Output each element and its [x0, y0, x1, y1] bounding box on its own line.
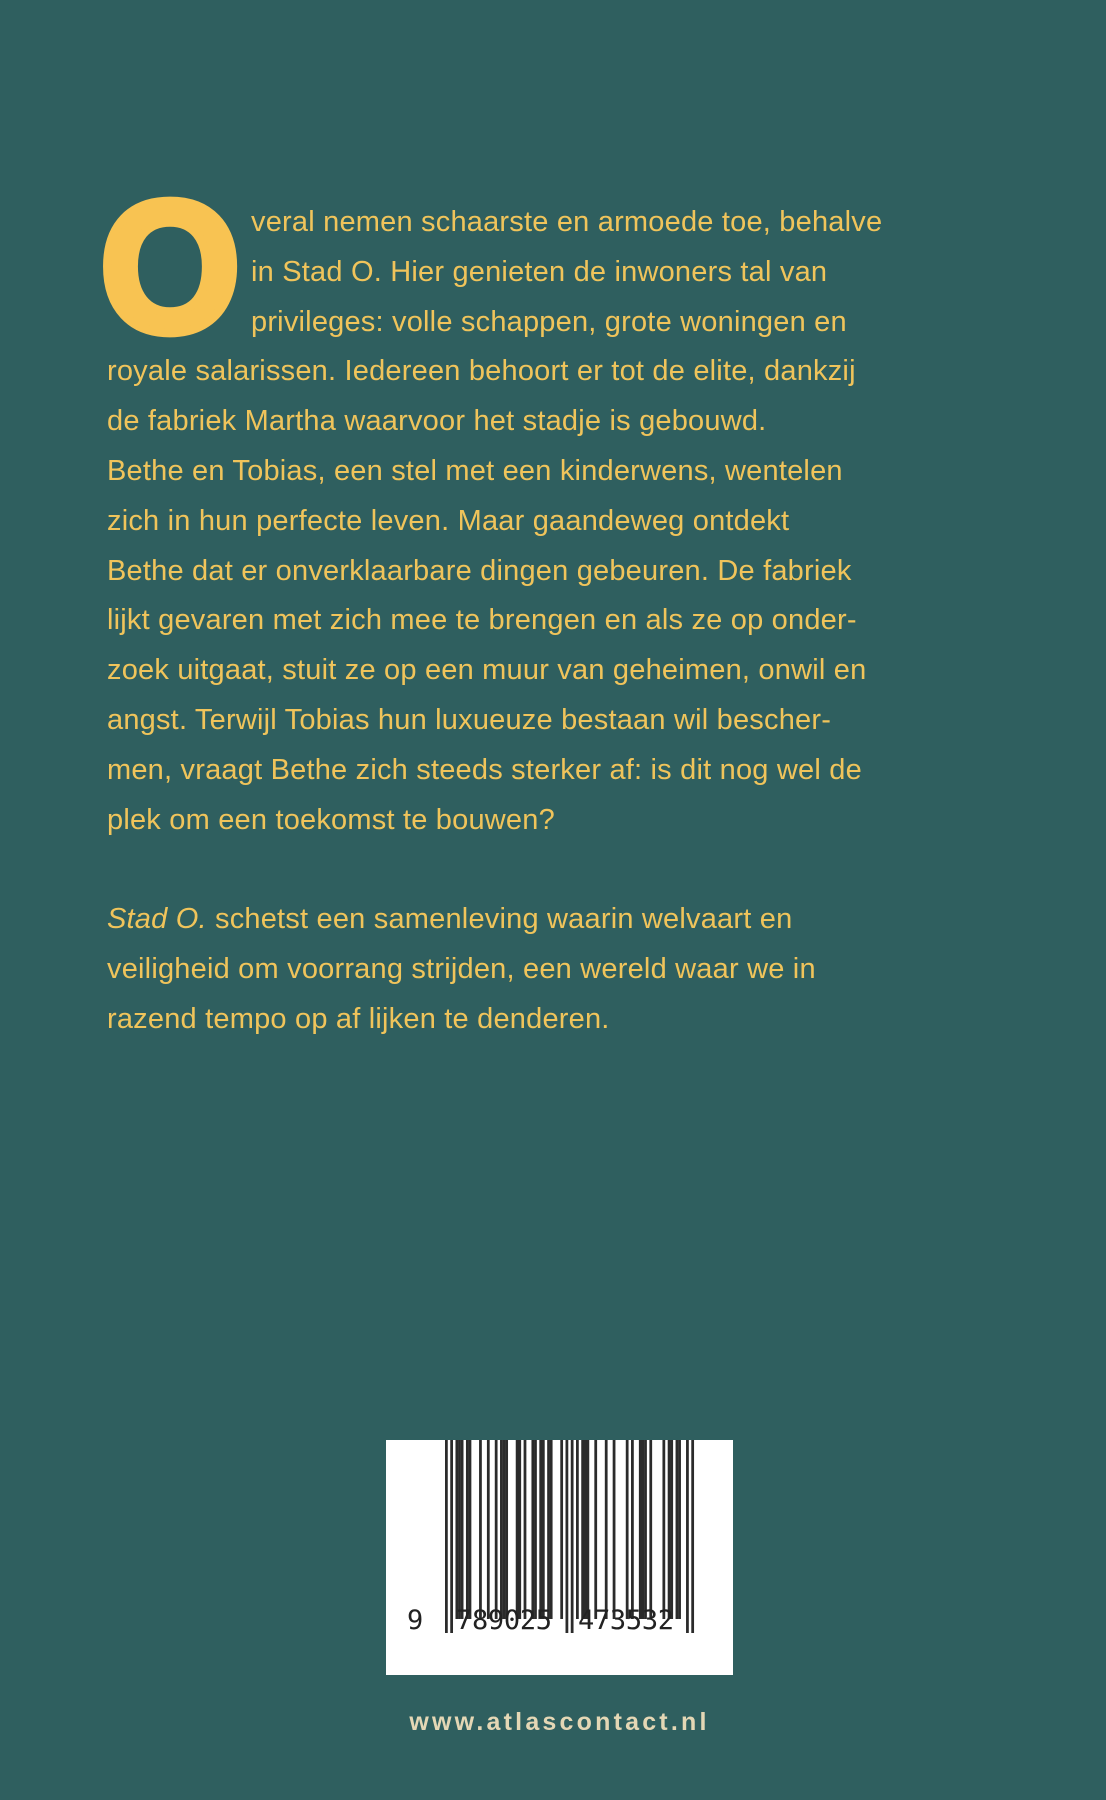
publisher-website-link[interactable]: www.atlascontact.nl [409, 1708, 710, 1736]
barcode-bar [455, 1440, 458, 1619]
barcode-bar [534, 1440, 537, 1619]
barcode-bar [461, 1440, 464, 1619]
blurb-line: lijkt gevaren met zich mee te brengen en als ze op onder- [107, 604, 857, 637]
barcode-bar [495, 1440, 498, 1619]
barcode-bars [386, 1440, 733, 1675]
blurb-line [107, 901, 792, 937]
barcode-bar [691, 1440, 694, 1633]
blurb-line: men, vraagt Bethe zich steeds sterker af: is dit nog wel de [107, 753, 862, 786]
barcode-bar [487, 1440, 490, 1619]
barcode-bar [531, 1440, 534, 1619]
isbn-first-digit: 9 [407, 1605, 424, 1636]
blurb-line: privileges: volle schappen, grote woningen en [251, 305, 847, 338]
barcode-bar [518, 1440, 521, 1619]
barcode-bar [686, 1440, 689, 1633]
barcode-bar [576, 1440, 579, 1619]
barcode-bar [505, 1440, 508, 1619]
barcode-bar [550, 1440, 553, 1619]
barcode-bar [649, 1440, 652, 1619]
blurb-line: Bethe dat er onverklaarbare dingen gebeuren. De fabriek [107, 554, 852, 587]
barcode-bar [631, 1440, 634, 1619]
barcode-bar [547, 1440, 550, 1619]
blurb-line: veral nemen schaarste en armoede toe, behalve [251, 206, 883, 238]
blurb-line: veiligheid om voorrang strijden, een wereld waar we in [107, 952, 816, 985]
barcode-bar [639, 1440, 642, 1619]
barcode-bar [469, 1440, 472, 1619]
isbn-right-group: 473532 [578, 1605, 674, 1636]
barcode-bar [584, 1440, 587, 1619]
blurb-line: zich in hun perfecte leven. Maar gaandeweg ontdekt [107, 504, 790, 537]
barcode-bar [668, 1440, 671, 1619]
barcode-bar [539, 1440, 542, 1619]
barcode-bar [605, 1440, 608, 1619]
barcode-bar [516, 1440, 519, 1619]
blurb-line: Bethe en Tobias, een stel met een kinderwens, wentelen [107, 455, 843, 487]
barcode-bar [594, 1440, 597, 1619]
barcode-bar [644, 1440, 647, 1619]
barcode-bar [466, 1440, 469, 1619]
barcode-bar [670, 1440, 673, 1619]
blurb-line: royale salarissen. Iedereen behoort er tot de elite, dankzij [107, 355, 856, 388]
barcode-bar [581, 1440, 584, 1619]
barcode-bar [479, 1440, 482, 1619]
barcode-bar [458, 1440, 461, 1619]
barcode [386, 1440, 733, 1675]
barcode-bar [626, 1440, 629, 1619]
barcode-bar [586, 1440, 589, 1619]
barcode-bar [613, 1440, 616, 1619]
blurb-line: de fabriek Martha waarvoor het stadje is gebouwd. [107, 405, 767, 438]
blurb-line: in Stad O. Hier genieten de inwoners tal van [251, 255, 828, 288]
book-title-italic: Stad O. [107, 903, 207, 935]
barcode-bar [500, 1440, 503, 1619]
barcode-bar [560, 1440, 563, 1619]
blurb-line: angst. Terwijl Tobias hun luxueuze bestaan wil bescher- [107, 704, 832, 736]
barcode-bar [676, 1440, 679, 1619]
barcode-bar [566, 1440, 569, 1633]
blurb-line: plek om een toekomst te bouwen? [107, 803, 555, 836]
blurb-line: zoek uitgaat, stuit ze op een muur van geheimen, onwil en [107, 654, 867, 687]
barcode-bar [450, 1440, 453, 1633]
barcode-bar [445, 1440, 448, 1633]
barcode-bar [662, 1440, 665, 1619]
barcode-bar [678, 1440, 681, 1619]
blurb-line-text: schetst een samenleving waarin welvaart en [206, 903, 793, 935]
barcode-bar [571, 1440, 574, 1633]
barcode-bar [503, 1440, 506, 1619]
barcode-bar [542, 1440, 545, 1619]
isbn-left-group: 789025 [456, 1605, 552, 1636]
barcode-bar [642, 1440, 645, 1619]
barcode-bar [524, 1440, 527, 1619]
drop-cap-letter: O [100, 164, 241, 371]
blurb-line: razend tempo op af lijken te denderen. [107, 1002, 610, 1035]
